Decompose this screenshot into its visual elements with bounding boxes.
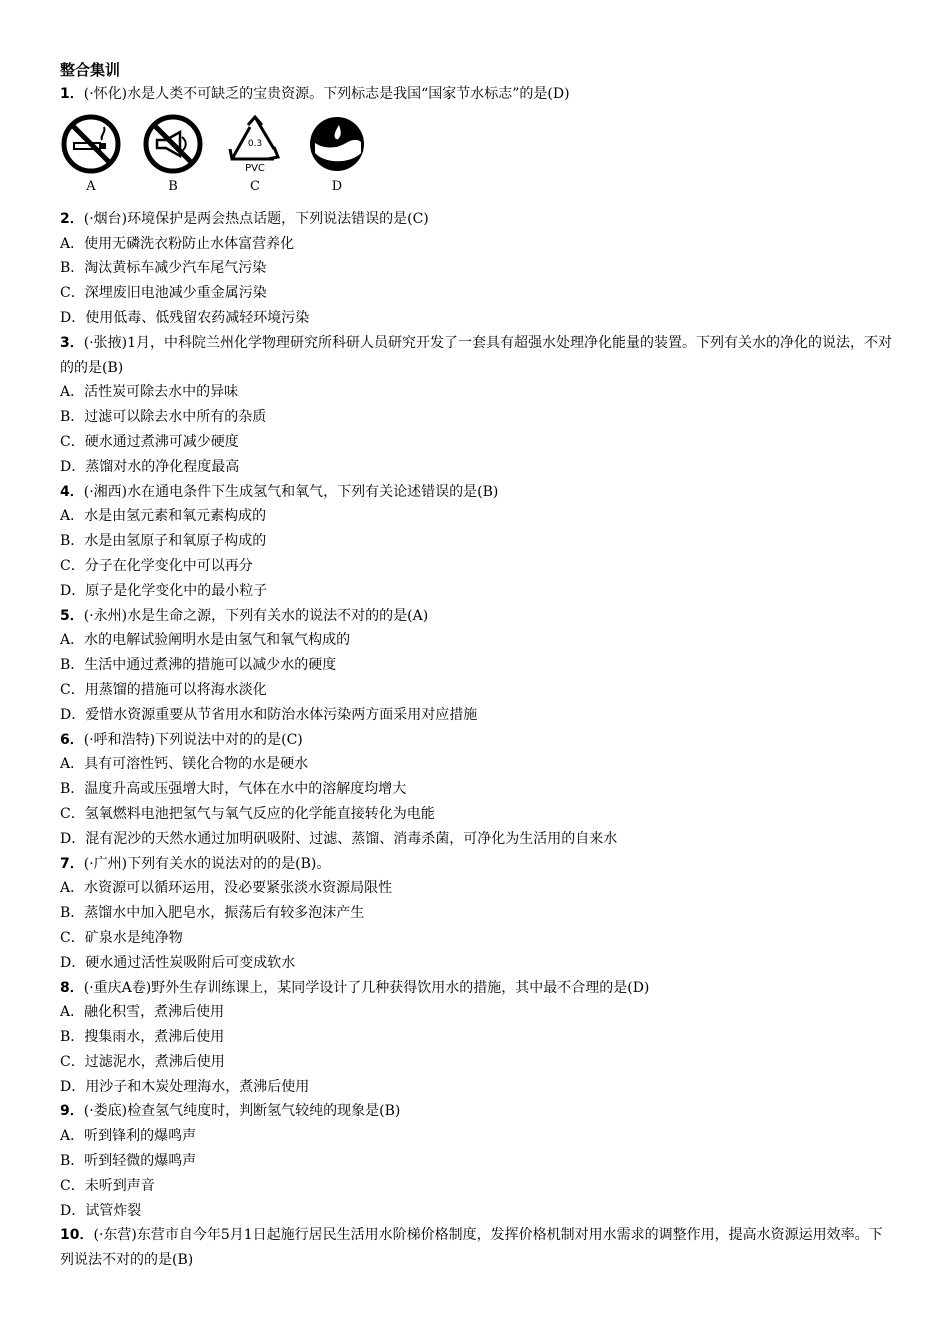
- option-d: D．使用低毒、低残留农药减轻环境污染: [60, 309, 310, 326]
- option-d: D．蒸馏对水的净化程度最高: [60, 458, 240, 475]
- option-a: A．水是由氢元素和氧元素构成的: [60, 508, 267, 525]
- option-c: C．过滤泥水，煮沸后使用: [60, 1053, 225, 1070]
- pvc-code-text: 0.3: [247, 138, 263, 149]
- option-a: A．具有可溶性钙、镁化合物的水是硬水: [60, 756, 309, 773]
- question-number: 7．: [60, 855, 84, 872]
- option-b: B．淘汰黄标车减少汽车尾气污染: [60, 260, 267, 277]
- option-a: A．融化积雪，煮沸后使用: [60, 1004, 225, 1021]
- sign-option-a: [60, 113, 122, 203]
- question-2: [60, 207, 895, 232]
- document-page: [60, 58, 895, 1273]
- question-1: [60, 82, 895, 107]
- option-c: C．用蒸馏的措施可以将海水淡化: [60, 681, 267, 698]
- question-number: 1．: [60, 86, 84, 102]
- pvc-recycle-icon: [224, 113, 286, 175]
- question-stem: (·永州)水是生命之源，下列有关水的说法不对的的是(A): [83, 607, 429, 624]
- option-c: C．硬水通过煮沸可减少硬度: [60, 433, 239, 450]
- option-d: D．用沙子和木炭处理海水，煮沸后使用: [60, 1078, 310, 1095]
- no-horn-icon: [142, 113, 204, 175]
- option-d: D．混有泥沙的天然水通过加明矾吸附、过滤、蒸馏、消毒杀菌，可净化为生活用的自来水: [60, 830, 618, 847]
- question-7: [60, 852, 895, 877]
- question-3: [60, 331, 895, 381]
- option-b: B．蒸馏水中加入肥皂水，振荡后有较多泡沫产生: [60, 905, 365, 922]
- option-a: A．活性炭可除去水中的异味: [60, 384, 239, 401]
- option-c: C．深埋废旧电池减少重金属污染: [60, 285, 267, 302]
- option-d: D．硬水通过活性炭吸附后可变成软水: [60, 954, 296, 971]
- option-b: B．过滤可以除去水中所有的杂质: [60, 409, 267, 426]
- question-number: 3．: [60, 334, 84, 351]
- question-5: [60, 604, 895, 629]
- option-c: C．氢氧燃料电池把氢气与氧气反应的化学能直接转化为电能: [60, 805, 435, 822]
- option-d: D．原子是化学变化中的最小粒子: [60, 582, 268, 599]
- question-stem: (·娄底)检查氢气纯度时，判断氢气较纯的现象是(B): [83, 1103, 401, 1120]
- option-a: A．水的电解试验阐明水是由氢气和氧气构成的: [60, 632, 351, 649]
- option-d: D．试管炸裂: [60, 1202, 142, 1219]
- option-b: B．听到轻微的爆鸣声: [60, 1153, 197, 1170]
- question-4: [60, 480, 895, 505]
- sign-option-d: [306, 113, 368, 203]
- question-6: [60, 728, 895, 753]
- option-c: C．分子在化学变化中可以再分: [60, 557, 253, 574]
- water-saving-icon: [306, 113, 368, 175]
- no-smoking-icon: [60, 113, 122, 175]
- section-title: 整合集训: [60, 61, 121, 79]
- question-number: 6．: [60, 731, 84, 748]
- option-d: D．爱惜水资源重要从节省用水和防治水体污染两方面采用对应措施: [60, 706, 478, 723]
- option-c: C．未听到声音: [60, 1177, 155, 1194]
- option-b: B．温度升高或压强增大时，气体在水中的溶解度均增大: [60, 781, 407, 798]
- option-b: B．水是由氢原子和氧原子构成的: [60, 533, 267, 550]
- question-10: [60, 1223, 895, 1273]
- question-stem: (·张掖)1月，中科院兰州化学物理研究所科研人员研究开发了一套具有超强水处理净化能量的装置。下列有关水的净化的说法，不对的的是(B): [60, 334, 893, 376]
- question-number: 10．: [60, 1227, 94, 1244]
- question-stem: (·湘西)水在通电条件下生成氢气和氧气，下列有关论述错误的是(B): [83, 483, 499, 500]
- sign-label: A: [86, 178, 96, 194]
- option-b: B．搜集雨水，煮沸后使用: [60, 1029, 225, 1046]
- question-stem: (·东营)东营市自今年5月1日起施行居民生活用水阶梯价格制度，发挥价格机制对用水需求的调整作用，提高水资源运用效率。下列说法不对的的是(B): [60, 1227, 883, 1269]
- sign-label: C: [250, 178, 260, 194]
- question-number: 9．: [60, 1103, 84, 1120]
- sign-options: [60, 113, 895, 203]
- option-a: A．听到锋利的爆鸣声: [60, 1128, 197, 1145]
- option-a: A．使用无磷洗衣粉防止水体富营养化: [60, 235, 295, 252]
- pvc-material-text: PVC: [245, 162, 265, 174]
- question-9: [60, 1099, 895, 1124]
- question-stem: (·广州)下列有关水的说法对的的是(B)。: [83, 855, 331, 872]
- option-c: C．矿泉水是纯净物: [60, 929, 183, 946]
- question-number: 2．: [60, 210, 84, 227]
- question-8: [60, 976, 895, 1001]
- sign-option-b: [142, 113, 204, 203]
- sign-label: B: [168, 178, 178, 194]
- sign-option-c: [224, 113, 286, 203]
- question-number: 5．: [60, 607, 84, 624]
- sign-label: D: [331, 178, 343, 194]
- question-stem: (·怀化)水是人类不可缺乏的宝贵资源。下列标志是我国“国家节水标志”的是(D): [83, 86, 570, 102]
- question-number: 8．: [60, 979, 84, 996]
- question-number: 4．: [60, 483, 84, 500]
- option-b: B．生活中通过煮沸的措施可以减少水的硬度: [60, 657, 337, 674]
- question-stem: (·呼和浩特)下列说法中对的的是(C): [83, 731, 303, 748]
- option-a: A．水资源可以循环运用，没必要紧张淡水资源局限性: [60, 880, 393, 897]
- question-stem: (·重庆A卷)野外生存训练课上，某同学设计了几种获得饮用水的措施，其中最不合理的是(D): [83, 979, 650, 996]
- question-stem: (·烟台)环境保护是两会热点话题，下列说法错误的是(C): [83, 210, 429, 227]
